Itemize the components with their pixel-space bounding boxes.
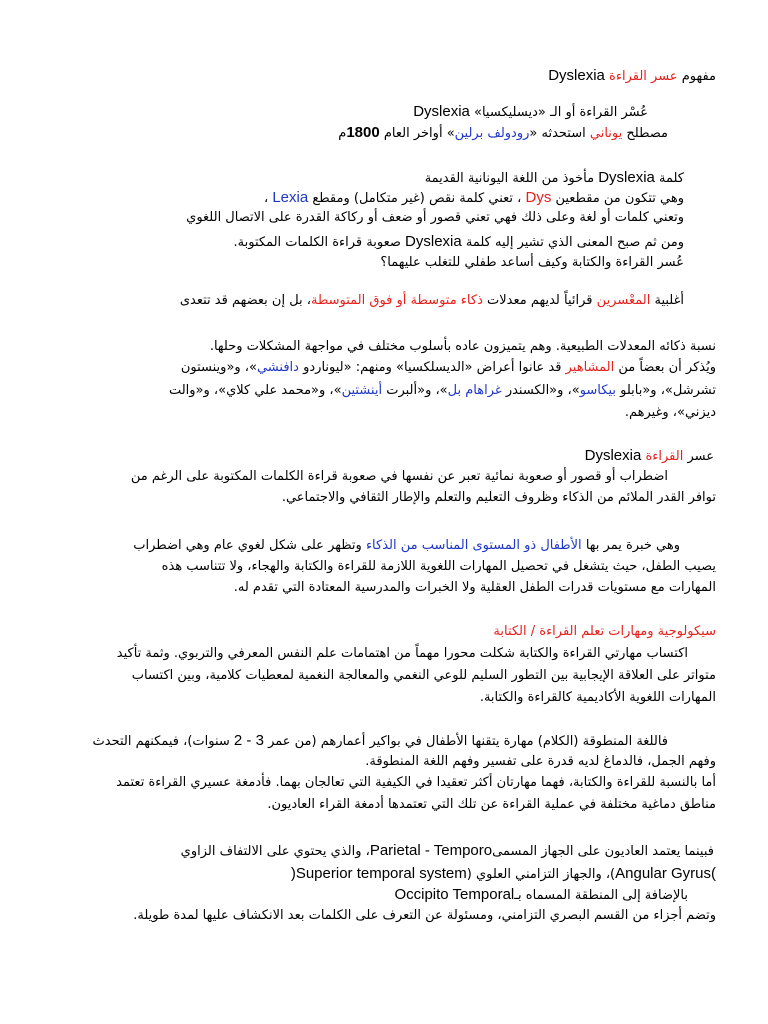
text-line: مناطق دماغية مختلفة في عملية القراءة عن تلك التي تعتمدها أدمغة القراء العاديون. — [267, 797, 716, 812]
text-line: توافر القدر الملائم من الذكاء وظروف التعليم والتعلم والإطار الثقافي والاجتماعي. — [281, 490, 716, 505]
text-line: فاللغة المنطوقة (الكلام) مهارة يتقنها الأطفال في بواكير أعمارهم (من عمر 2 - 3 سنوات)، فيمكنهم التحدث — [92, 732, 668, 749]
section-heading: سيكولوجية ومهارات تعلم القراءة / الكتابة — [493, 624, 716, 639]
text-line: المهارات مع مستويات قدرات الطفل العقلية ولا الخبرات والمدرسية المعتادة التي تقدم له. — [233, 580, 716, 595]
text-line: (Angular Gyrus)، والجهاز التزامني العلوي (Superior temporal system) — [290, 865, 716, 882]
text-line: عُسْر القراءة أو الـ «ديسليكسيا» Dyslexia — [413, 103, 648, 120]
text-line: وتضم أجزاء من القسم البصري التزامني، ومسئولة عن التعرف على الكلمات بعد الانكشاف عليها لمدة طويلة. — [133, 908, 716, 923]
text-line: عُسر القراءة والكتابة وكيف أساعد طفلي للتغلب عليهما؟ — [380, 255, 684, 270]
text-line: مصطلح يوناني استحدثه «رودولف برلين» أواخر العام 1800م — [338, 124, 668, 141]
text-line: بالإضافة إلى المنطقة المسماه بـOccipito Temporal — [394, 886, 688, 903]
text-line: كلمة Dyslexia مأخوذ من اللغة اليونانية القديمة — [424, 169, 684, 186]
heading-dyslexia-concept: مفهوم عسر القراءة Dyslexia — [548, 67, 716, 84]
text-line: أما بالنسبة للقراءة والكتابة، فهما مهارتان أكثر تعقيدا في الكيفية التي تعالجان بهما. فأدمغة عسيري القراءة تعتمد — [116, 775, 716, 790]
text-line: ديزني»، وغيرهم. — [624, 405, 716, 420]
text-line: وهي خبرة يمر بها الأطفال ذو المستوى المناسب من الذكاء وتظهر على شكل لغوي عام وهي اضطراب — [133, 538, 680, 553]
text-line: نسبة ذكائه المعدلات الطبيعية. وهم يتميزون عاده بأسلوب مختلف في مواجهة المشكلات وحلها. — [209, 339, 716, 354]
text-line: يصيب الطفل، حيث يتشغل في تحصيل المهارات اللغوية اللازمة للقراءة والكتابة والهجاء، ولا تتناسب هذه — [161, 559, 716, 574]
text-line: ومن ثم صبح المعنى الذي تشير إليه كلمة Dyslexia صعوبة قراءة الكلمات المكتوبة. — [233, 233, 684, 250]
text-line: ويُذكر أن بعضاً من المشاهير قد عانوا أعراض «الديسلكسيا» ومنهم: «ليوناردو دافنشي»، و«وينستون — [180, 360, 716, 375]
text-line: اكتساب مهارتي القراءة والكتابة شكلت محورا مهماً من اهتمامات علم النفس المعرفي والتربوي. وثمة تأكيد — [116, 646, 688, 661]
text-line: تشرشل»، و«بابلو بيكاسو»، و«الكسندر غراهام بل»، و«ألبرت أينشتين»، و«محمد علي كلاي»، و«والت — [168, 383, 716, 398]
text-line: المهارات اللغوية الأكاديمية كالقراءة والكتابة. — [479, 690, 716, 705]
heading-dyslexia: عسر القراءة Dyslexia — [584, 447, 714, 464]
text-line: وفهم الجمل، فالدماغ لديه قدرة على تفسير وفهم اللغة المنطوقة. — [365, 754, 716, 769]
text-line: فبينما يعتمد العاديون على الجهاز المسمىParietal - Temporo، والذي يحتوي على الالتفاف الزاوي — [180, 842, 714, 859]
text-line: أغلبية المعْسرين قرائياً لديهم معدلات ذكاء متوسطة أو فوق المتوسطة، بل إن بعضهم قد تتعدى — [179, 293, 684, 308]
text-line: اضطراب أو قصور أو صعوبة نمائية تعبر عن نفسها في صعوبة قراءة الكلمات المكتوبة على الرغم من — [130, 469, 668, 484]
text-line: وهي تتكون من مقطعين Dys ، تعني كلمة نقص (غير متكامل) ومقطع Lexia ، — [264, 189, 684, 206]
text-line: وتعني كلمات أو لغة وعلى ذلك فهي تعني قصور أو ضعف أو ركاكة القدرة على الاتصال اللغوي — [186, 210, 684, 225]
text-line: متواتر على العلاقة الإيجابية بين التطور السليم للوعي النغمي والمعالجة النغمية لمعطيات كلامية، وبين اكتساب — [131, 668, 716, 683]
